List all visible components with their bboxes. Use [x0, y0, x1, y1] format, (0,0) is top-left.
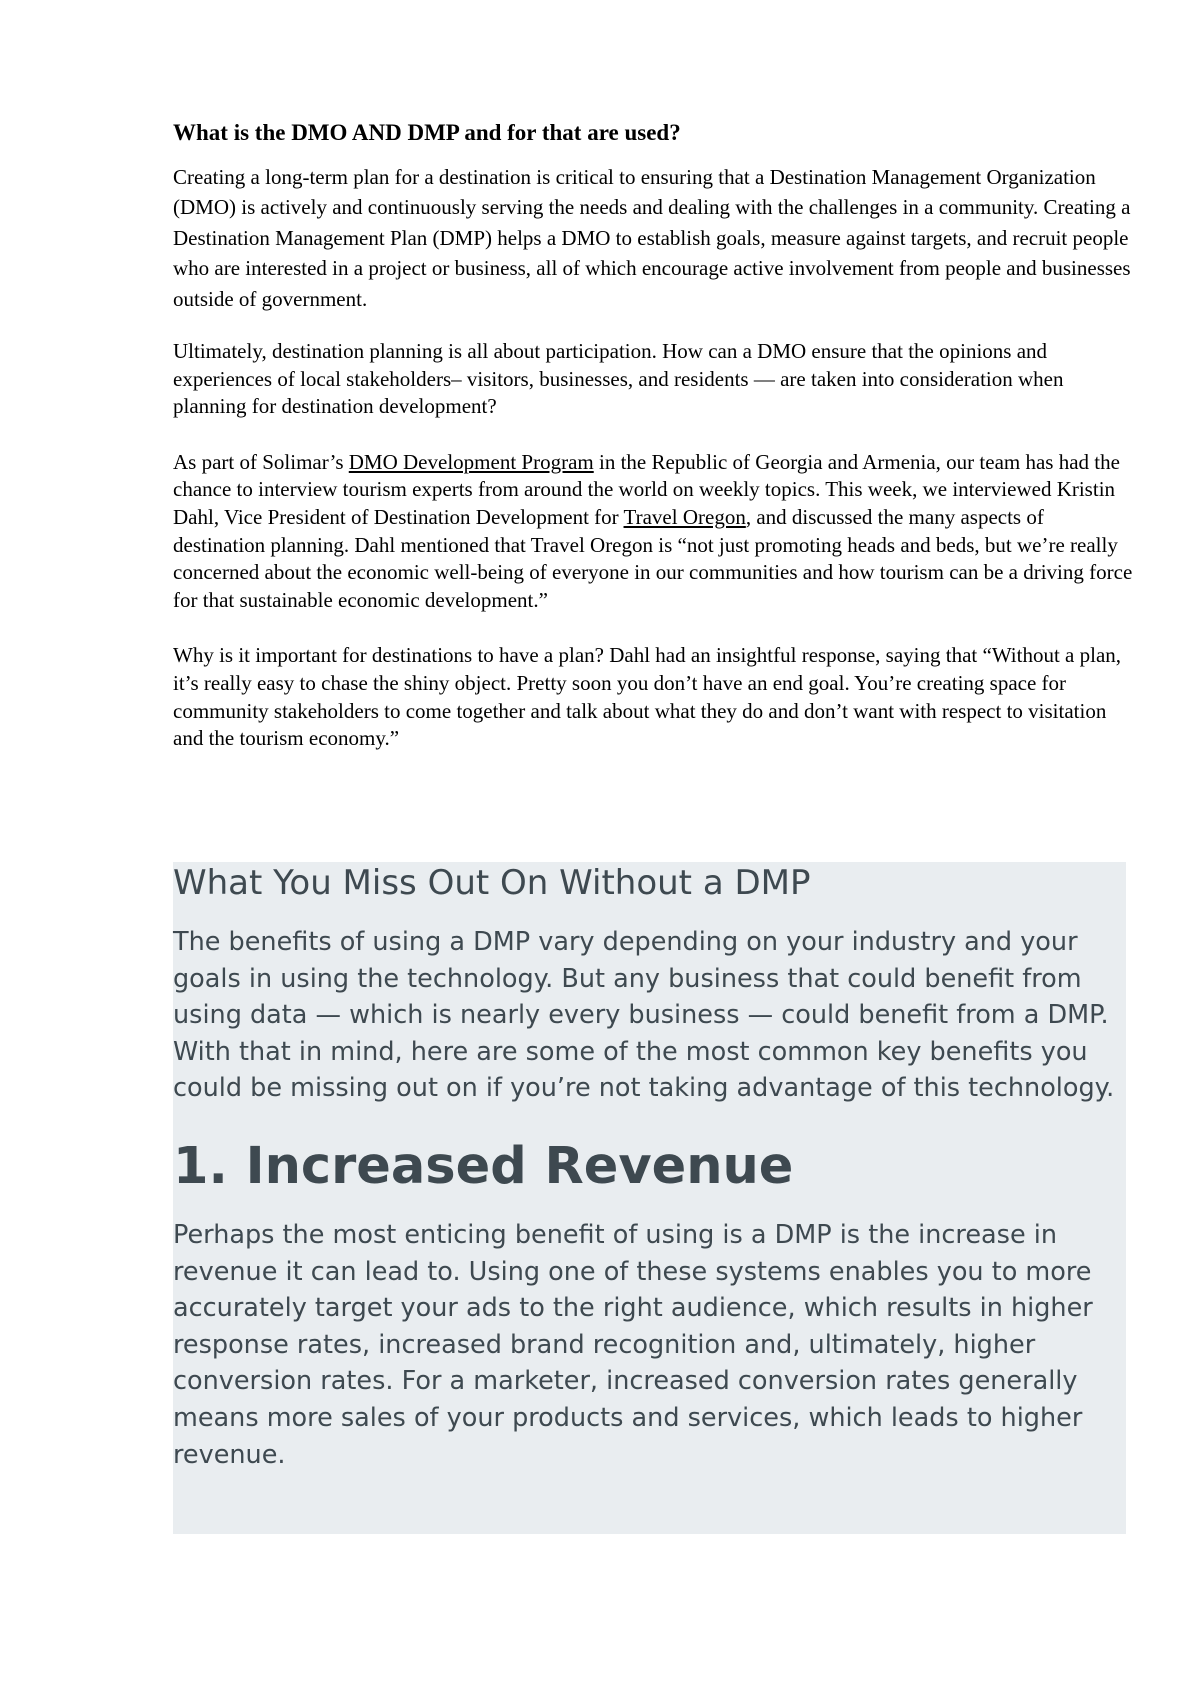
section-intro: The benefits of using a DMP vary depending on your industry and your goals in using the technology. But any business that could benefit from using data — which is nearly every business — could benefit from a DMP. With that in mind, here are some of the most common key benefits you could be missing out on if you’re not taking advantage of this technology. [173, 927, 1115, 1104]
item-body-increased-revenue: Perhaps the most enticing benefit of using is a DMP is the increase in revenue it can lead to. Using one of these systems enables you to more accurately target your ads to the right audience, which results in higher response rates, increased brand recognition and, ultimately, higher conversion rates. For a marketer, increased conversion rates generally means more sales of your products and services, which leads to higher revenue. [173, 1219, 1093, 1470]
paragraph-dmo-intro: Creating a long-term plan for a destination is critical to ensuring that a Destination Management Organization (DMO) is actively and continuously serving the needs and dealing with the challenges in a community. Creating a Destination Management Plan (DMP) helps a DMO to establish goals, measure against targets, and recruit people who are interested in a project or business, all of which encourage active involvement from people and businesses outside of government. [173, 165, 1131, 311]
paragraph-text-segment: As part of Solimar’s [173, 449, 349, 474]
paragraph-text-segment: , and discussed the many aspects of destination planning. Dahl mentioned that Travel Oregon is “not just promoting heads and beds, but we’re really concerned about the economic well-being of everyone in our communities and how tourism can be a driving force for that sustainable economic development.” [173, 505, 1133, 612]
section-heading: What You Miss Out On Without a DMP [173, 863, 811, 903]
highlight-section [173, 862, 1126, 1534]
paragraph-solimar-program [173, 449, 1133, 615]
paragraph-why-plan: Why is it important for destinations to have a plan? Dahl had an insightful response, saying that “Without a plan, it’s really easy to chase the shiny object. Pretty soon you don’t have an end goal. You’re creating space for community stakeholders to come together and talk about what they do and don’t want with respect to visitation and the tourism economy.” [173, 643, 1122, 751]
paragraph-text-segment: in the Republic of Georgia and Armenia, our team has had the chance to interview tourism experts from around the world on weekly topics. This week, we interviewed Kristin Dahl, Vice President of Destination Development for [173, 449, 1120, 529]
paragraph-participation: Ultimately, destination planning is all about participation. How can a DMO ensure that the opinions and experiences of local stakeholders– visitors, businesses, and residents — are taken into consideration when planning for destination development? [173, 339, 1064, 419]
document-title: What is the DMO AND DMP and for that are used? [173, 120, 681, 145]
dmo-development-program-link[interactable]: DMO Development Program [348, 449, 594, 474]
item-heading-increased-revenue: 1. Increased Revenue [173, 1136, 794, 1196]
travel-oregon-link[interactable]: Travel Oregon [623, 505, 746, 529]
document-body [173, 118, 1133, 781]
highlight-content [173, 862, 1126, 1473]
